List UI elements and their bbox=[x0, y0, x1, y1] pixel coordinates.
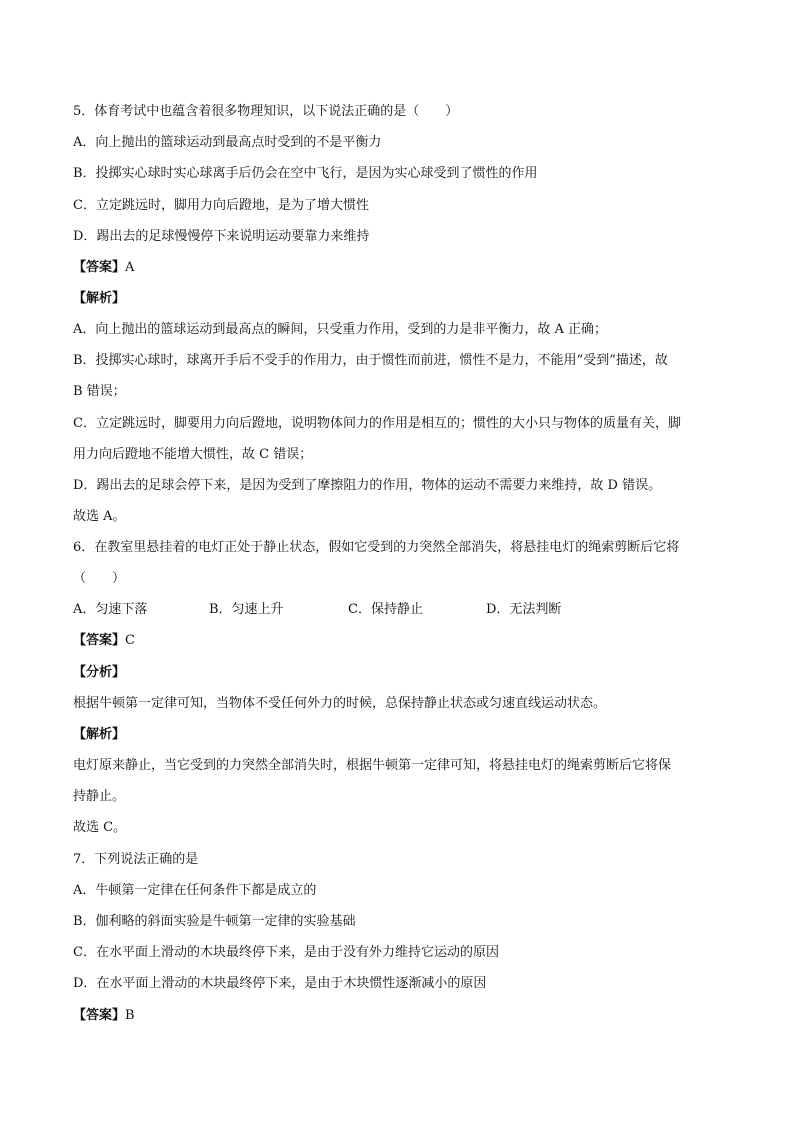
question-6-stem: 6．在教室里悬挂着的电灯正处于静止状态，假如它受到的力突然全部消失，将悬挂电灯的绳索剪断后它将 bbox=[73, 540, 680, 555]
question-7-stem: 7．下列说法正确的是 bbox=[73, 852, 199, 867]
analysis-tag: 【解析】 bbox=[73, 291, 126, 306]
question-6-stem-cont: （ ） bbox=[73, 571, 126, 586]
q5-analysis-line: C．立定跳远时，脚要用力向后蹬地，说明物体间力的作用是相互的；惯性的大小只与物体的质量有关，脚 bbox=[73, 416, 681, 431]
q6-option-a: A．匀速下落 bbox=[73, 602, 148, 617]
q6-answer bbox=[73, 632, 723, 650]
fenxi-tag: 【分析】 bbox=[73, 665, 126, 680]
analysis-tag: 【解析】 bbox=[73, 727, 126, 742]
q7-option-a: A．牛顿第一定律在任何条件下都是成立的 bbox=[73, 883, 317, 898]
q7-answer bbox=[73, 1007, 723, 1025]
q5-analysis-line: A．向上抛出的篮球运动到最高点的瞬间，只受重力作用，受到的力是非平衡力，故 A 正确； bbox=[73, 322, 608, 337]
q5-analysis-line: B．投掷实心球时，球离开手后不受手的作用力，由于惯性而前进，惯性不是力，不能用“受到”描述，故 bbox=[73, 353, 668, 368]
q5-analysis-line: D．踢出去的足球会停下来，是因为受到了摩擦阻力的作用，物体的运动不需要力来维持，故 D 错误。 bbox=[73, 478, 662, 493]
q6-fenxi-tag bbox=[73, 664, 723, 682]
q5-option-d: D．踢出去的足球慢慢停下来说明运动要靠力来维持 bbox=[73, 229, 370, 244]
q6-analysis-tag bbox=[73, 726, 723, 744]
q6-analysis-line: 持静止。 bbox=[73, 789, 126, 804]
q7-option-b: B．伽利略的斜面实验是牛顿第一定律的实验基础 bbox=[73, 914, 356, 929]
answer-value: C bbox=[125, 633, 135, 648]
q5-analysis-line: B 错误； bbox=[73, 384, 126, 399]
q5-option-b: B．投掷实心球时实心球离手后仍会在空中飞行，是因为实心球受到了惯性的作用 bbox=[73, 166, 538, 181]
q5-analysis-tag bbox=[73, 290, 723, 308]
answer-value: A bbox=[125, 260, 135, 275]
question-5-stem: 5．体育考试中也蕴含着很多物理知识，以下说法正确的是（ ） bbox=[73, 104, 459, 119]
q7-option-d: D．在水平面上滑动的木块最终停下来，是由于木块惯性逐渐减小的原因 bbox=[73, 976, 487, 991]
q6-options bbox=[73, 601, 723, 619]
q6-option-d: D．无法判断 bbox=[486, 602, 562, 617]
q6-analysis-line: 电灯原来静止，当它受到的力突然全部消失时，根据牛顿第一定律可知，将悬挂电灯的绳索剪断后它将保 bbox=[73, 758, 672, 773]
answer-tag: 【答案】 bbox=[73, 633, 126, 648]
q6-fenxi-text: 根据牛顿第一定律可知，当物体不受任何外力的时候，总保持静止状态或匀速直线运动状态。 bbox=[73, 696, 607, 711]
answer-tag: 【答案】 bbox=[73, 1008, 126, 1023]
q7-option-c: C．在水平面上滑动的木块最终停下来，是由于没有外力维持它运动的原因 bbox=[73, 945, 499, 960]
q6-option-b: B．匀速上升 bbox=[209, 602, 284, 617]
answer-value: B bbox=[125, 1008, 135, 1023]
q5-option-c: C．立定跳远时，脚用力向后蹬地，是为了增大惯性 bbox=[73, 198, 369, 213]
answer-tag: 【答案】 bbox=[73, 260, 126, 275]
q5-answer bbox=[73, 259, 723, 277]
q6-option-c: C．保持静止 bbox=[348, 602, 423, 617]
q5-conclusion: 故选 A。 bbox=[73, 509, 126, 524]
q5-option-a: A．向上抛出的篮球运动到最高点时受到的不是平衡力 bbox=[73, 135, 382, 150]
q6-conclusion: 故选 C。 bbox=[73, 820, 127, 835]
q5-analysis-line: 用力向后蹬地不能增大惯性，故 C 错误； bbox=[73, 447, 313, 462]
